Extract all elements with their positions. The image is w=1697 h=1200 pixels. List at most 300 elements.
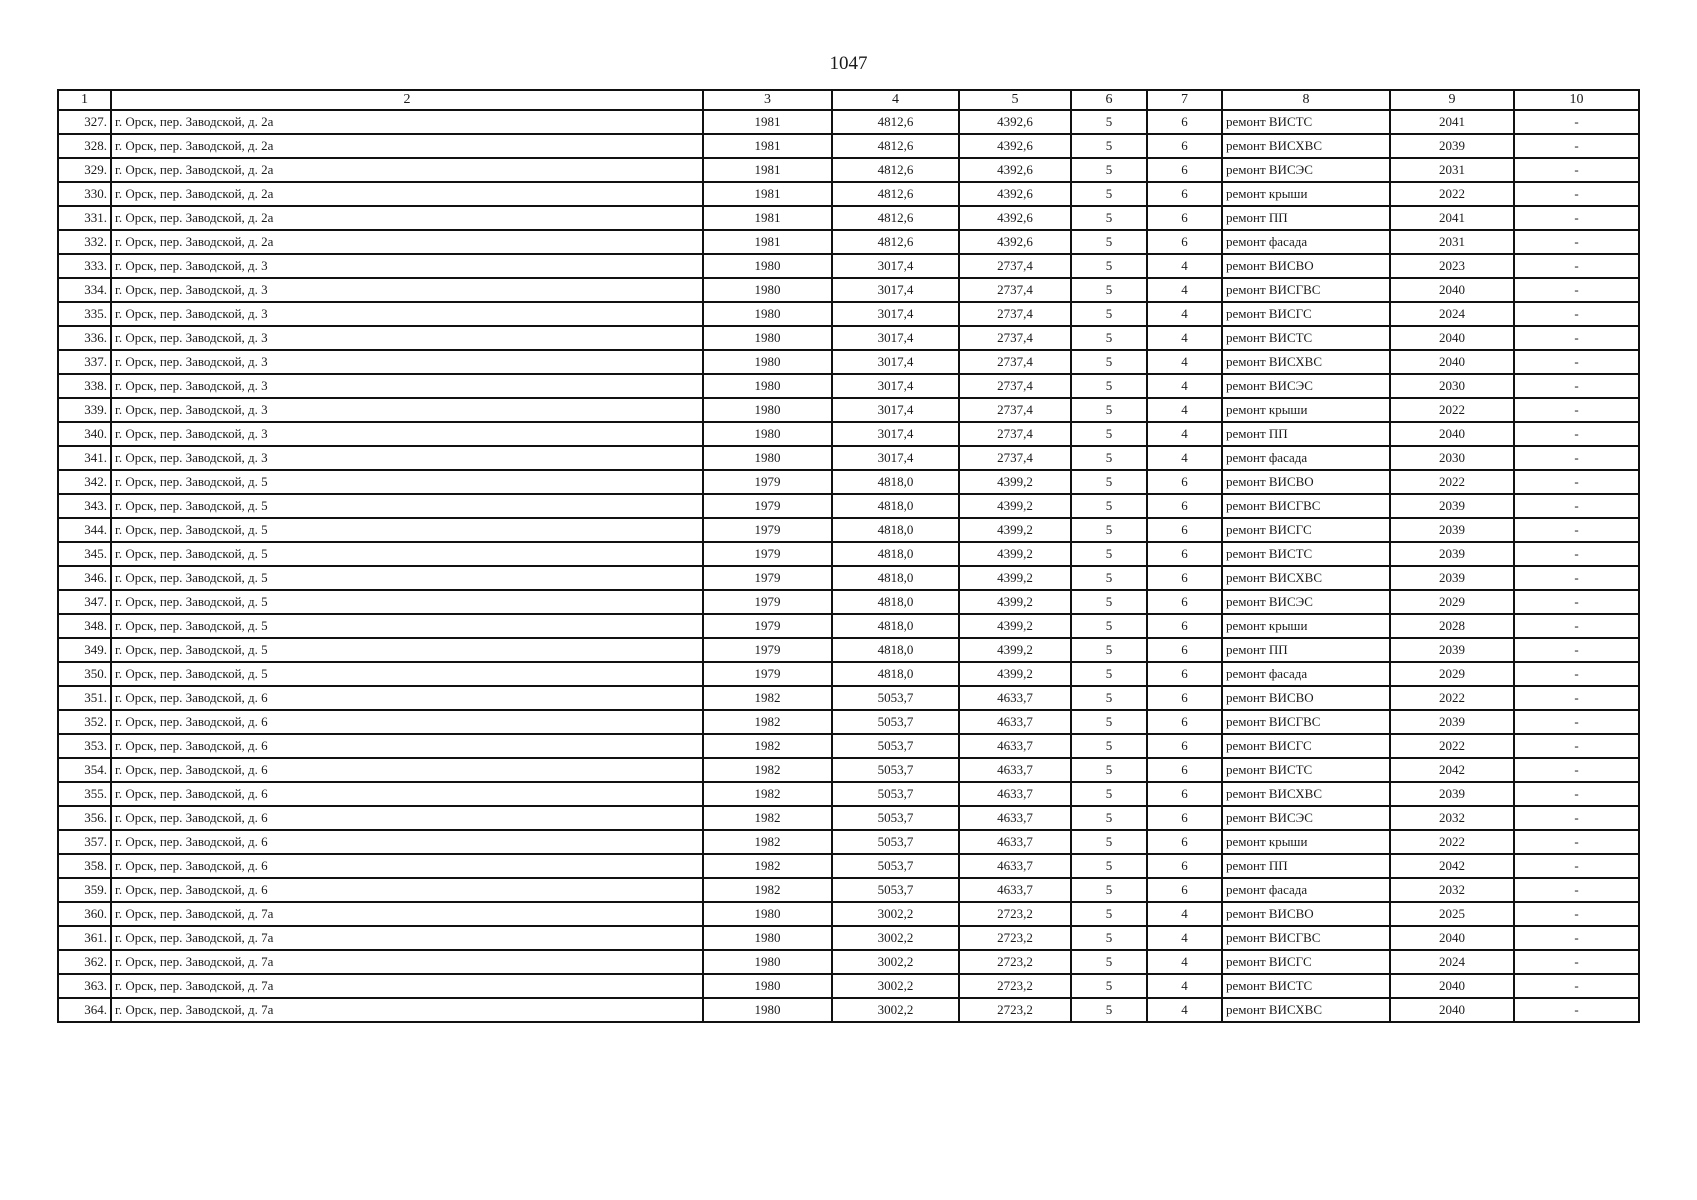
- note-cell: -: [1514, 758, 1639, 782]
- note-cell: -: [1514, 518, 1639, 542]
- entrances-cell: 4: [1147, 446, 1222, 470]
- note-cell: -: [1514, 734, 1639, 758]
- note-cell: -: [1514, 350, 1639, 374]
- address-cell: г. Орск, пер. Заводской, д. 6: [111, 734, 703, 758]
- floors-cell: 5: [1071, 254, 1147, 278]
- entrances-cell: 6: [1147, 518, 1222, 542]
- planned-year-cell: 2039: [1390, 518, 1514, 542]
- row-number-cell: 362.: [58, 950, 111, 974]
- row-number-cell: 341.: [58, 446, 111, 470]
- year-built-cell: 1982: [703, 878, 832, 902]
- note-cell: -: [1514, 422, 1639, 446]
- address-cell: г. Орск, пер. Заводской, д. 5: [111, 614, 703, 638]
- work-type-cell: ремонт ВИСТС: [1222, 326, 1390, 350]
- work-type-cell: ремонт ВИСГС: [1222, 950, 1390, 974]
- planned-year-cell: 2030: [1390, 446, 1514, 470]
- planned-year-cell: 2042: [1390, 854, 1514, 878]
- planned-year-cell: 2039: [1390, 638, 1514, 662]
- floors-cell: 5: [1071, 710, 1147, 734]
- work-type-cell: ремонт ВИСГС: [1222, 518, 1390, 542]
- address-cell: г. Орск, пер. Заводской, д. 2а: [111, 110, 703, 134]
- table-row: [58, 734, 1639, 758]
- table-row: [58, 398, 1639, 422]
- note-cell: -: [1514, 374, 1639, 398]
- planned-year-cell: 2042: [1390, 758, 1514, 782]
- row-number-cell: 348.: [58, 614, 111, 638]
- note-cell: -: [1514, 926, 1639, 950]
- work-type-cell: ремонт ВИСТС: [1222, 758, 1390, 782]
- row-number-cell: 344.: [58, 518, 111, 542]
- floors-cell: 5: [1071, 806, 1147, 830]
- address-cell: г. Орск, пер. Заводской, д. 3: [111, 350, 703, 374]
- address-cell: г. Орск, пер. Заводской, д. 3: [111, 302, 703, 326]
- row-number-cell: 331.: [58, 206, 111, 230]
- table-row: [58, 350, 1639, 374]
- floors-cell: 5: [1071, 182, 1147, 206]
- row-number-cell: 338.: [58, 374, 111, 398]
- living-area-cell: 2737,4: [959, 254, 1071, 278]
- floors-cell: 5: [1071, 302, 1147, 326]
- table-row: [58, 638, 1639, 662]
- planned-year-cell: 2022: [1390, 830, 1514, 854]
- total-area-cell: 3017,4: [832, 350, 959, 374]
- living-area-cell: 2723,2: [959, 998, 1071, 1022]
- total-area-cell: 4818,0: [832, 662, 959, 686]
- row-number-cell: 346.: [58, 566, 111, 590]
- planned-year-cell: 2041: [1390, 206, 1514, 230]
- living-area-cell: 4392,6: [959, 206, 1071, 230]
- entrances-cell: 6: [1147, 662, 1222, 686]
- living-area-cell: 4392,6: [959, 182, 1071, 206]
- total-area-cell: 3017,4: [832, 278, 959, 302]
- planned-year-cell: 2023: [1390, 254, 1514, 278]
- row-number-cell: 356.: [58, 806, 111, 830]
- entrances-cell: 4: [1147, 254, 1222, 278]
- note-cell: -: [1514, 974, 1639, 998]
- total-area-cell: 3017,4: [832, 374, 959, 398]
- repair-schedule-table: [57, 89, 1640, 1023]
- entrances-cell: 4: [1147, 302, 1222, 326]
- note-cell: -: [1514, 326, 1639, 350]
- total-area-cell: 4812,6: [832, 110, 959, 134]
- year-built-cell: 1982: [703, 830, 832, 854]
- address-cell: г. Орск, пер. Заводской, д. 6: [111, 782, 703, 806]
- row-number-cell: 350.: [58, 662, 111, 686]
- table-row: [58, 806, 1639, 830]
- year-built-cell: 1980: [703, 926, 832, 950]
- address-cell: г. Орск, пер. Заводской, д. 7а: [111, 902, 703, 926]
- living-area-cell: 4399,2: [959, 470, 1071, 494]
- row-number-cell: 335.: [58, 302, 111, 326]
- entrances-cell: 4: [1147, 974, 1222, 998]
- living-area-cell: 4399,2: [959, 662, 1071, 686]
- table-row: [58, 974, 1639, 998]
- work-type-cell: ремонт ВИСВО: [1222, 686, 1390, 710]
- year-built-cell: 1982: [703, 710, 832, 734]
- entrances-cell: 6: [1147, 830, 1222, 854]
- note-cell: -: [1514, 134, 1639, 158]
- table-row: [58, 206, 1639, 230]
- table-row: [58, 494, 1639, 518]
- row-number-cell: 354.: [58, 758, 111, 782]
- note-cell: -: [1514, 590, 1639, 614]
- total-area-cell: 4812,6: [832, 230, 959, 254]
- entrances-cell: 6: [1147, 470, 1222, 494]
- row-number-cell: 357.: [58, 830, 111, 854]
- year-built-cell: 1980: [703, 350, 832, 374]
- row-number-cell: 352.: [58, 710, 111, 734]
- note-cell: -: [1514, 782, 1639, 806]
- living-area-cell: 4633,7: [959, 710, 1071, 734]
- work-type-cell: ремонт крыши: [1222, 614, 1390, 638]
- planned-year-cell: 2032: [1390, 806, 1514, 830]
- note-cell: -: [1514, 110, 1639, 134]
- row-number-cell: 360.: [58, 902, 111, 926]
- table-row: [58, 566, 1639, 590]
- table-row: [58, 110, 1639, 134]
- total-area-cell: 4818,0: [832, 494, 959, 518]
- work-type-cell: ремонт ПП: [1222, 206, 1390, 230]
- address-cell: г. Орск, пер. Заводской, д. 6: [111, 758, 703, 782]
- table-row: [58, 950, 1639, 974]
- work-type-cell: ремонт ВИСВО: [1222, 470, 1390, 494]
- total-area-cell: 5053,7: [832, 878, 959, 902]
- total-area-cell: 5053,7: [832, 686, 959, 710]
- note-cell: -: [1514, 254, 1639, 278]
- note-cell: -: [1514, 830, 1639, 854]
- floors-cell: 5: [1071, 782, 1147, 806]
- address-cell: г. Орск, пер. Заводской, д. 5: [111, 590, 703, 614]
- year-built-cell: 1979: [703, 470, 832, 494]
- year-built-cell: 1980: [703, 254, 832, 278]
- total-area-cell: 5053,7: [832, 854, 959, 878]
- work-type-cell: ремонт ВИСТС: [1222, 110, 1390, 134]
- year-built-cell: 1980: [703, 998, 832, 1022]
- address-cell: г. Орск, пер. Заводской, д. 2а: [111, 158, 703, 182]
- living-area-cell: 4399,2: [959, 590, 1071, 614]
- address-cell: г. Орск, пер. Заводской, д. 7а: [111, 998, 703, 1022]
- floors-cell: 5: [1071, 206, 1147, 230]
- entrances-cell: 6: [1147, 158, 1222, 182]
- floors-cell: 5: [1071, 518, 1147, 542]
- note-cell: -: [1514, 470, 1639, 494]
- address-cell: г. Орск, пер. Заводской, д. 5: [111, 566, 703, 590]
- year-built-cell: 1980: [703, 950, 832, 974]
- work-type-cell: ремонт ВИСГС: [1222, 734, 1390, 758]
- entrances-cell: 6: [1147, 590, 1222, 614]
- row-number-cell: 330.: [58, 182, 111, 206]
- entrances-cell: 6: [1147, 710, 1222, 734]
- table-row: [58, 662, 1639, 686]
- floors-cell: 5: [1071, 590, 1147, 614]
- floors-cell: 5: [1071, 398, 1147, 422]
- address-cell: г. Орск, пер. Заводской, д. 5: [111, 518, 703, 542]
- table-row: [58, 134, 1639, 158]
- address-cell: г. Орск, пер. Заводской, д. 5: [111, 638, 703, 662]
- living-area-cell: 4392,6: [959, 230, 1071, 254]
- row-number-cell: 337.: [58, 350, 111, 374]
- work-type-cell: ремонт ВИСХВС: [1222, 566, 1390, 590]
- living-area-cell: 4399,2: [959, 614, 1071, 638]
- row-number-cell: 328.: [58, 134, 111, 158]
- table-row: [58, 158, 1639, 182]
- floors-cell: 5: [1071, 134, 1147, 158]
- table-row: [58, 686, 1639, 710]
- address-cell: г. Орск, пер. Заводской, д. 6: [111, 806, 703, 830]
- living-area-cell: 4392,6: [959, 134, 1071, 158]
- entrances-cell: 4: [1147, 350, 1222, 374]
- total-area-cell: 4818,0: [832, 614, 959, 638]
- year-built-cell: 1980: [703, 446, 832, 470]
- floors-cell: 5: [1071, 758, 1147, 782]
- planned-year-cell: 2028: [1390, 614, 1514, 638]
- column-header: 9: [1390, 90, 1514, 110]
- total-area-cell: 5053,7: [832, 782, 959, 806]
- total-area-cell: 3002,2: [832, 902, 959, 926]
- total-area-cell: 4818,0: [832, 542, 959, 566]
- living-area-cell: 2723,2: [959, 902, 1071, 926]
- year-built-cell: 1979: [703, 518, 832, 542]
- year-built-cell: 1981: [703, 182, 832, 206]
- work-type-cell: ремонт ВИСХВС: [1222, 998, 1390, 1022]
- living-area-cell: 4633,7: [959, 830, 1071, 854]
- row-number-cell: 349.: [58, 638, 111, 662]
- planned-year-cell: 2040: [1390, 278, 1514, 302]
- total-area-cell: 5053,7: [832, 758, 959, 782]
- year-built-cell: 1980: [703, 302, 832, 326]
- entrances-cell: 6: [1147, 182, 1222, 206]
- note-cell: -: [1514, 206, 1639, 230]
- work-type-cell: ремонт ВИСГВС: [1222, 278, 1390, 302]
- note-cell: -: [1514, 278, 1639, 302]
- year-built-cell: 1979: [703, 542, 832, 566]
- living-area-cell: 4392,6: [959, 158, 1071, 182]
- floors-cell: 5: [1071, 278, 1147, 302]
- year-built-cell: 1982: [703, 806, 832, 830]
- year-built-cell: 1981: [703, 158, 832, 182]
- year-built-cell: 1980: [703, 902, 832, 926]
- planned-year-cell: 2040: [1390, 998, 1514, 1022]
- row-number-cell: 364.: [58, 998, 111, 1022]
- row-number-cell: 329.: [58, 158, 111, 182]
- note-cell: -: [1514, 998, 1639, 1022]
- living-area-cell: 2737,4: [959, 326, 1071, 350]
- work-type-cell: ремонт фасада: [1222, 446, 1390, 470]
- table-row: [58, 518, 1639, 542]
- year-built-cell: 1981: [703, 230, 832, 254]
- note-cell: -: [1514, 662, 1639, 686]
- table-row: [58, 758, 1639, 782]
- year-built-cell: 1979: [703, 662, 832, 686]
- entrances-cell: 6: [1147, 542, 1222, 566]
- living-area-cell: 4399,2: [959, 638, 1071, 662]
- row-number-cell: 358.: [58, 854, 111, 878]
- planned-year-cell: 2031: [1390, 230, 1514, 254]
- entrances-cell: 6: [1147, 806, 1222, 830]
- row-number-cell: 355.: [58, 782, 111, 806]
- planned-year-cell: 2039: [1390, 782, 1514, 806]
- planned-year-cell: 2031: [1390, 158, 1514, 182]
- row-number-cell: 332.: [58, 230, 111, 254]
- floors-cell: 5: [1071, 734, 1147, 758]
- year-built-cell: 1981: [703, 110, 832, 134]
- row-number-cell: 347.: [58, 590, 111, 614]
- entrances-cell: 4: [1147, 902, 1222, 926]
- planned-year-cell: 2040: [1390, 350, 1514, 374]
- work-type-cell: ремонт крыши: [1222, 398, 1390, 422]
- work-type-cell: ремонт ВИСГВС: [1222, 926, 1390, 950]
- row-number-cell: 342.: [58, 470, 111, 494]
- entrances-cell: 4: [1147, 950, 1222, 974]
- note-cell: -: [1514, 710, 1639, 734]
- entrances-cell: 6: [1147, 566, 1222, 590]
- work-type-cell: ремонт крыши: [1222, 182, 1390, 206]
- total-area-cell: 5053,7: [832, 830, 959, 854]
- entrances-cell: 6: [1147, 638, 1222, 662]
- table-row: [58, 374, 1639, 398]
- floors-cell: 5: [1071, 470, 1147, 494]
- row-number-cell: 359.: [58, 878, 111, 902]
- table-row: [58, 878, 1639, 902]
- planned-year-cell: 2022: [1390, 182, 1514, 206]
- entrances-cell: 4: [1147, 326, 1222, 350]
- work-type-cell: ремонт ВИСВО: [1222, 902, 1390, 926]
- living-area-cell: 4633,7: [959, 878, 1071, 902]
- floors-cell: 5: [1071, 326, 1147, 350]
- total-area-cell: 4818,0: [832, 470, 959, 494]
- planned-year-cell: 2040: [1390, 926, 1514, 950]
- row-number-cell: 361.: [58, 926, 111, 950]
- total-area-cell: 3002,2: [832, 926, 959, 950]
- work-type-cell: ремонт ВИСГВС: [1222, 494, 1390, 518]
- address-cell: г. Орск, пер. Заводской, д. 5: [111, 542, 703, 566]
- row-number-cell: 343.: [58, 494, 111, 518]
- row-number-cell: 363.: [58, 974, 111, 998]
- living-area-cell: 4633,7: [959, 782, 1071, 806]
- work-type-cell: ремонт ВИСЭС: [1222, 158, 1390, 182]
- entrances-cell: 6: [1147, 206, 1222, 230]
- note-cell: -: [1514, 398, 1639, 422]
- column-header: 6: [1071, 90, 1147, 110]
- year-built-cell: 1980: [703, 278, 832, 302]
- entrances-cell: 6: [1147, 686, 1222, 710]
- total-area-cell: 4812,6: [832, 158, 959, 182]
- entrances-cell: 6: [1147, 614, 1222, 638]
- work-type-cell: ремонт ВИСТС: [1222, 974, 1390, 998]
- living-area-cell: 4633,7: [959, 686, 1071, 710]
- note-cell: -: [1514, 950, 1639, 974]
- total-area-cell: 3017,4: [832, 398, 959, 422]
- address-cell: г. Орск, пер. Заводской, д. 3: [111, 422, 703, 446]
- total-area-cell: 3017,4: [832, 254, 959, 278]
- year-built-cell: 1982: [703, 854, 832, 878]
- floors-cell: 5: [1071, 350, 1147, 374]
- floors-cell: 5: [1071, 662, 1147, 686]
- work-type-cell: ремонт ВИСЭС: [1222, 374, 1390, 398]
- work-type-cell: ремонт ВИСТС: [1222, 542, 1390, 566]
- table-row: [58, 782, 1639, 806]
- work-type-cell: ремонт ВИСХВС: [1222, 782, 1390, 806]
- planned-year-cell: 2022: [1390, 398, 1514, 422]
- planned-year-cell: 2040: [1390, 974, 1514, 998]
- column-header: 8: [1222, 90, 1390, 110]
- floors-cell: 5: [1071, 902, 1147, 926]
- living-area-cell: 4633,7: [959, 758, 1071, 782]
- floors-cell: 5: [1071, 950, 1147, 974]
- year-built-cell: 1979: [703, 494, 832, 518]
- floors-cell: 5: [1071, 158, 1147, 182]
- entrances-cell: 6: [1147, 110, 1222, 134]
- table-row: [58, 590, 1639, 614]
- year-built-cell: 1980: [703, 326, 832, 350]
- work-type-cell: ремонт ВИСЭС: [1222, 590, 1390, 614]
- table-row: [58, 998, 1639, 1022]
- column-header: 7: [1147, 90, 1222, 110]
- planned-year-cell: 2022: [1390, 470, 1514, 494]
- year-built-cell: 1979: [703, 614, 832, 638]
- work-type-cell: ремонт ВИСЭС: [1222, 806, 1390, 830]
- address-cell: г. Орск, пер. Заводской, д. 6: [111, 878, 703, 902]
- living-area-cell: 2737,4: [959, 422, 1071, 446]
- living-area-cell: 2737,4: [959, 302, 1071, 326]
- note-cell: -: [1514, 806, 1639, 830]
- total-area-cell: 3017,4: [832, 446, 959, 470]
- note-cell: -: [1514, 614, 1639, 638]
- total-area-cell: 4818,0: [832, 590, 959, 614]
- address-cell: г. Орск, пер. Заводской, д. 2а: [111, 206, 703, 230]
- table-row: [58, 902, 1639, 926]
- entrances-cell: 4: [1147, 422, 1222, 446]
- work-type-cell: ремонт ПП: [1222, 422, 1390, 446]
- note-cell: -: [1514, 566, 1639, 590]
- entrances-cell: 6: [1147, 230, 1222, 254]
- note-cell: -: [1514, 230, 1639, 254]
- entrances-cell: 6: [1147, 782, 1222, 806]
- column-header: 3: [703, 90, 832, 110]
- table-row: [58, 254, 1639, 278]
- address-cell: г. Орск, пер. Заводской, д. 5: [111, 662, 703, 686]
- total-area-cell: 5053,7: [832, 710, 959, 734]
- floors-cell: 5: [1071, 926, 1147, 950]
- table-row: [58, 446, 1639, 470]
- address-cell: г. Орск, пер. Заводской, д. 7а: [111, 926, 703, 950]
- total-area-cell: 4818,0: [832, 518, 959, 542]
- living-area-cell: 2737,4: [959, 398, 1071, 422]
- living-area-cell: 2737,4: [959, 446, 1071, 470]
- column-header: 2: [111, 90, 703, 110]
- year-built-cell: 1980: [703, 398, 832, 422]
- entrances-cell: 6: [1147, 878, 1222, 902]
- table-row: [58, 854, 1639, 878]
- address-cell: г. Орск, пер. Заводской, д. 3: [111, 374, 703, 398]
- total-area-cell: 3002,2: [832, 950, 959, 974]
- entrances-cell: 6: [1147, 734, 1222, 758]
- planned-year-cell: 2039: [1390, 134, 1514, 158]
- row-number-cell: 339.: [58, 398, 111, 422]
- table-row: [58, 614, 1639, 638]
- floors-cell: 5: [1071, 494, 1147, 518]
- address-cell: г. Орск, пер. Заводской, д. 5: [111, 470, 703, 494]
- total-area-cell: 4818,0: [832, 566, 959, 590]
- year-built-cell: 1980: [703, 974, 832, 998]
- living-area-cell: 2737,4: [959, 350, 1071, 374]
- row-number-cell: 345.: [58, 542, 111, 566]
- table-row: [58, 422, 1639, 446]
- column-header: 5: [959, 90, 1071, 110]
- address-cell: г. Орск, пер. Заводской, д. 6: [111, 854, 703, 878]
- floors-cell: 5: [1071, 974, 1147, 998]
- living-area-cell: 2723,2: [959, 950, 1071, 974]
